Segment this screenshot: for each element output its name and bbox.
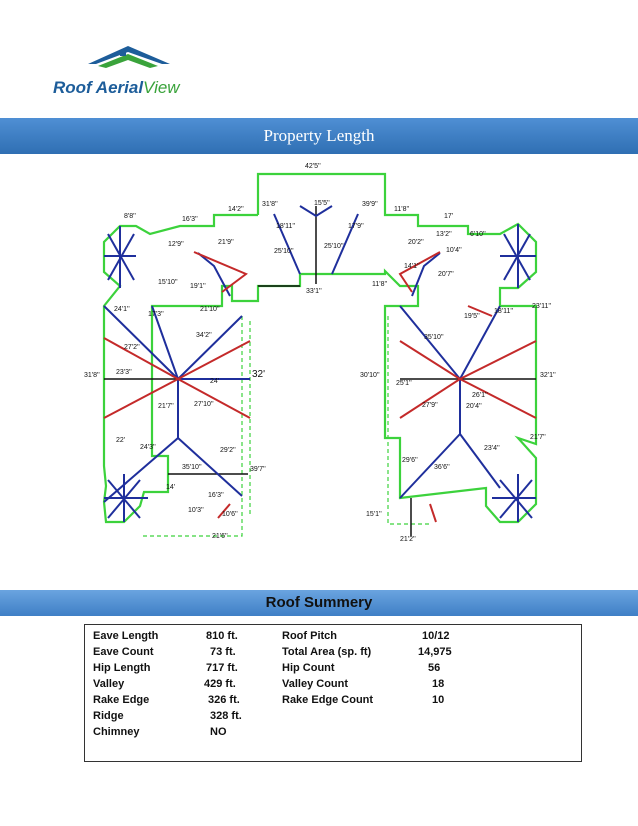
dimension-label: 19'5'' <box>464 313 480 320</box>
dimension-label: 25'1'' <box>396 380 412 387</box>
dimension-label: 29'6'' <box>402 457 418 464</box>
dimension-label: 18'11'' <box>276 223 296 230</box>
dimension-label: 31'8'' <box>84 372 100 379</box>
summary-label: Roof Pitch <box>282 630 337 642</box>
summary-value: 73 ft. <box>210 646 236 658</box>
dimension-label: 36'6'' <box>434 464 450 471</box>
dimension-label: 16'3'' <box>182 216 198 223</box>
dimension-label: 20'7'' <box>438 271 454 278</box>
dimension-label: 11'8'' <box>372 281 388 288</box>
dimension-label: 21'7'' <box>158 403 174 410</box>
summary-value: 14,975 <box>418 646 452 658</box>
summary-label: Eave Count <box>93 646 154 658</box>
dimension-label: 19'1'' <box>190 283 206 290</box>
dimension-label: 25'10'' <box>274 248 294 255</box>
logo-suffix: View <box>143 78 180 97</box>
summary-label: Rake Edge Count <box>282 694 374 706</box>
summary-label: Chimney <box>93 726 140 738</box>
dimension-label: 15'5'' <box>314 200 330 207</box>
dimension-label: 8'8'' <box>124 213 136 220</box>
dimension-label: 21'10'' <box>200 306 220 313</box>
roof-summary-table <box>84 624 582 762</box>
summary-value: 10/12 <box>422 630 450 642</box>
dimension-label: 21'9'' <box>218 239 234 246</box>
dimension-label: 24' <box>210 378 220 385</box>
dimension-label: 14'1'' <box>404 263 420 270</box>
dimension-label: 21'2'' <box>400 536 416 543</box>
dimension-label: 39'9'' <box>362 201 378 208</box>
dimension-label: 31'8'' <box>262 201 278 208</box>
dimension-label: 17'9'' <box>348 223 364 230</box>
summary-label: Rake Edge <box>93 694 150 706</box>
dimension-label: 32'1'' <box>540 372 556 379</box>
dimension-label: 22' <box>116 437 126 444</box>
dimension-label: 13'2'' <box>436 231 452 238</box>
dimension-label: 32' <box>252 369 266 380</box>
dimension-label: 27'10'' <box>194 401 214 408</box>
dimension-label: 33'1'' <box>306 288 322 295</box>
summary-label: Ridge <box>93 710 124 722</box>
dimension-label: 39'7'' <box>250 466 266 473</box>
dimension-label: 26'1'' <box>472 392 488 399</box>
summary-label: Valley <box>93 678 125 690</box>
summary-value: 18 <box>432 678 445 690</box>
dimension-label: 10'4'' <box>446 247 462 254</box>
dimension-label: 14' <box>166 484 176 491</box>
dimension-label: 20'4'' <box>466 403 482 410</box>
dimension-label: 16'3'' <box>208 492 224 499</box>
dimension-label: 30'10'' <box>360 372 380 379</box>
dimension-label: 14'2'' <box>228 206 244 213</box>
dimension-label: 21'7'' <box>530 434 546 441</box>
summary-label: Hip Count <box>282 662 335 674</box>
summary-value: 10 <box>432 694 445 706</box>
dimension-label: 24'3'' <box>140 444 156 451</box>
roof-summary-banner: Roof Summery <box>0 590 638 616</box>
logo-text <box>53 78 180 98</box>
dimension-label: 6'10'' <box>470 231 486 238</box>
dimension-label: 21'6'' <box>212 533 228 540</box>
dimension-label: 17'3'' <box>148 311 164 318</box>
summary-value: 717 ft. <box>206 662 238 674</box>
roof-plan-diagram <box>0 156 638 586</box>
dimension-label: 18'11'' <box>494 308 514 315</box>
summary-value: NO <box>210 726 227 738</box>
dimension-label: 20'2'' <box>408 239 424 246</box>
dimension-label: 15'1'' <box>366 511 382 518</box>
summary-label: Hip Length <box>93 662 151 674</box>
summary-value: 56 <box>428 662 441 674</box>
dimension-label: 23'4'' <box>484 445 500 452</box>
dimension-label: 35'10'' <box>424 334 444 341</box>
summary-label: Valley Count <box>282 678 349 690</box>
summary-value: 328 ft. <box>210 710 242 722</box>
dimension-label: 17' <box>444 213 454 220</box>
summary-value: 810 ft. <box>206 630 238 642</box>
summary-label: Eave Length <box>93 630 159 642</box>
dimension-label: 35'10'' <box>182 464 202 471</box>
dimension-label: 27'9'' <box>422 402 438 409</box>
summary-value: 326 ft. <box>208 694 240 706</box>
summary-label: Total Area (sp. ft) <box>282 646 372 658</box>
dimension-label: 42'5'' <box>305 163 321 170</box>
dimension-label: 24'1'' <box>114 306 130 313</box>
dimension-label: 27'2'' <box>124 344 140 351</box>
logo-brand: Roof Aerial <box>53 78 144 97</box>
dimension-label: 34'2'' <box>196 332 212 339</box>
property-length-banner: Property Length <box>0 118 638 154</box>
dimension-label: 23'11'' <box>532 303 552 310</box>
dimension-label: 15'10'' <box>158 279 178 286</box>
dimension-label: 25'10'' <box>324 243 344 250</box>
dimension-label: 12'9'' <box>168 241 184 248</box>
dimension-label: 10'6'' <box>222 511 238 518</box>
dimension-label: 11'8'' <box>394 206 410 213</box>
dimension-label: 29'2'' <box>220 447 236 454</box>
dimension-label: 23'3'' <box>116 369 132 376</box>
summary-value: 429 ft. <box>204 678 236 690</box>
dimension-label: 10'3'' <box>188 507 204 514</box>
